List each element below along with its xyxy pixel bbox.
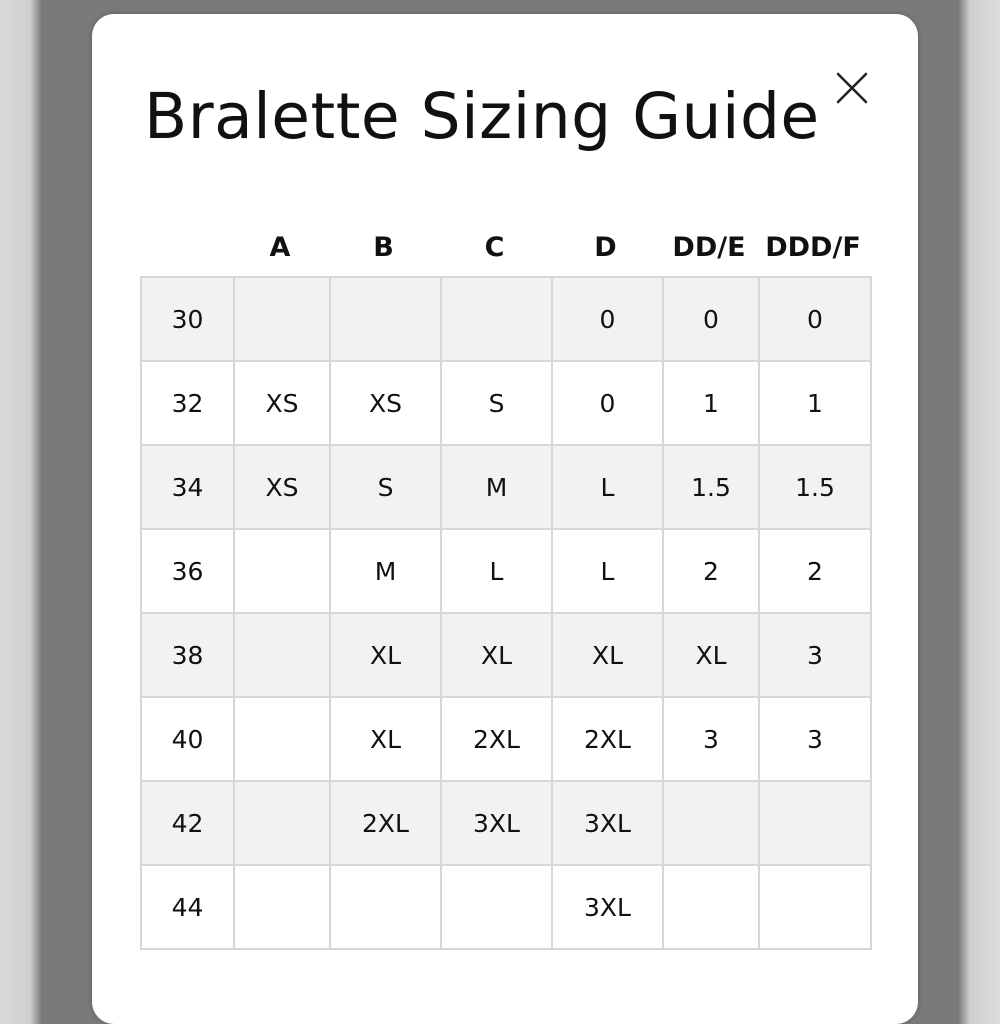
column-header-b: B: [373, 232, 394, 263]
size-cell: [234, 277, 330, 361]
size-cell: 2XL: [441, 697, 552, 781]
size-cell: 0: [552, 361, 663, 445]
size-cell: L: [552, 529, 663, 613]
size-cell: M: [441, 445, 552, 529]
column-header-a: A: [269, 232, 291, 263]
close-button[interactable]: [832, 68, 872, 108]
size-cell: XL: [552, 613, 663, 697]
size-cell: 0: [759, 277, 871, 361]
size-cell: S: [330, 445, 441, 529]
size-cell: L: [441, 529, 552, 613]
size-cell: 3XL: [552, 865, 663, 949]
size-cell: 2: [663, 529, 759, 613]
size-cell: [759, 865, 871, 949]
size-cell: M: [330, 529, 441, 613]
column-header-c: C: [484, 232, 505, 263]
band-size-cell: 38: [141, 613, 234, 697]
size-cell: XS: [234, 361, 330, 445]
size-cell: 3XL: [552, 781, 663, 865]
size-cell: 0: [663, 277, 759, 361]
band-size-cell: 42: [141, 781, 234, 865]
table-row: [141, 277, 871, 361]
size-cell: 1: [759, 361, 871, 445]
size-cell: [234, 613, 330, 697]
table-row: [141, 613, 871, 697]
size-cell: 2: [759, 529, 871, 613]
column-header-d: D: [594, 232, 617, 263]
size-cell: 1: [663, 361, 759, 445]
column-header-ddd-f: DDD/F: [765, 232, 861, 263]
band-size-cell: 30: [141, 277, 234, 361]
size-cell: [663, 781, 759, 865]
size-cell: L: [552, 445, 663, 529]
band-size-cell: 40: [141, 697, 234, 781]
table-row: [141, 361, 871, 445]
size-cell: 3XL: [441, 781, 552, 865]
size-cell: [330, 865, 441, 949]
table-row: [141, 865, 871, 949]
table-row: [141, 445, 871, 529]
size-table: [140, 276, 872, 950]
band-size-cell: 36: [141, 529, 234, 613]
size-cell: [234, 529, 330, 613]
sizing-guide-modal: [92, 14, 918, 1024]
size-cell: [330, 277, 441, 361]
size-cell: [234, 697, 330, 781]
size-cell: XL: [441, 613, 552, 697]
size-cell: S: [441, 361, 552, 445]
size-cell: [441, 865, 552, 949]
modal-title: Bralette Sizing Guide: [144, 80, 820, 153]
size-cell: 3: [759, 613, 871, 697]
size-cell: [759, 781, 871, 865]
size-cell: XS: [234, 445, 330, 529]
size-cell: XL: [330, 697, 441, 781]
close-icon: [832, 68, 872, 108]
size-cell: [663, 865, 759, 949]
size-cell: XS: [330, 361, 441, 445]
band-size-cell: 34: [141, 445, 234, 529]
size-cell: 0: [552, 277, 663, 361]
size-cell: 1.5: [759, 445, 871, 529]
size-cell: XL: [663, 613, 759, 697]
size-cell: 3: [663, 697, 759, 781]
size-cell: 3: [759, 697, 871, 781]
table-row: [141, 781, 871, 865]
size-cell: [234, 865, 330, 949]
band-size-cell: 44: [141, 865, 234, 949]
table-row: [141, 697, 871, 781]
table-row: [141, 529, 871, 613]
band-size-cell: 32: [141, 361, 234, 445]
size-cell: 2XL: [552, 697, 663, 781]
column-header-dd-e: DD/E: [672, 232, 746, 263]
size-cell: [441, 277, 552, 361]
size-cell: 2XL: [330, 781, 441, 865]
size-cell: [234, 781, 330, 865]
size-cell: XL: [330, 613, 441, 697]
size-cell: 1.5: [663, 445, 759, 529]
